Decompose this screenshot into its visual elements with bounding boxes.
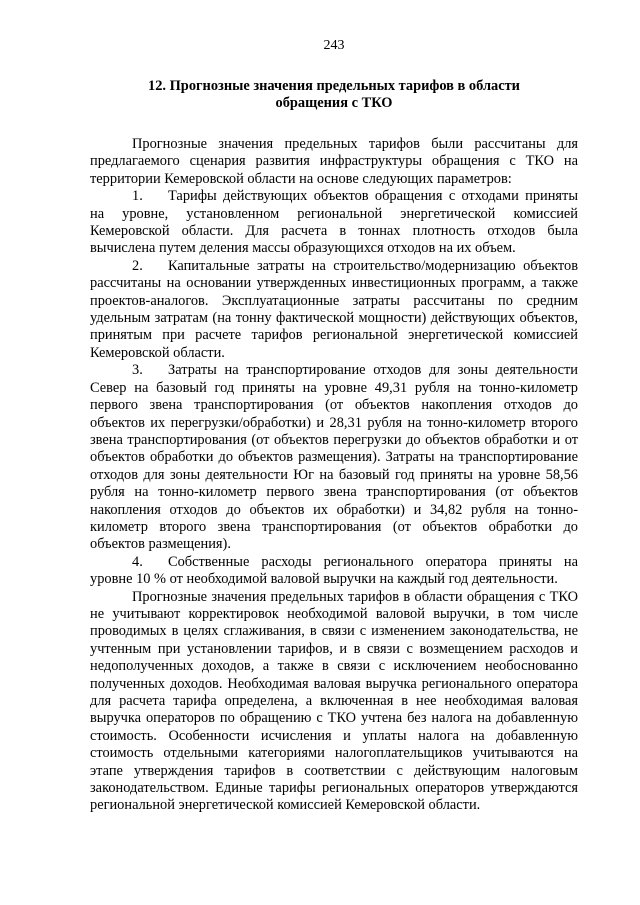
list-item-number: 2. — [132, 257, 143, 274]
list-item-3 — [90, 362, 578, 553]
list-item-1 — [90, 188, 578, 258]
list-item-text: Затраты на транспортирование отходов для зоны деятельности Север на базовый год приняты на уровне 49,31 рубля на тонно-километр первого звена транспортирования (от объектов накопления отходов до объектов их перегрузки/обработки) и 28,31 рубля на тонно-километр второго звена транспортирования (от объектов перегрузки до объектов обработки и от объектов обработки до объектов размещения). Затраты на транспортирование отходов для зоны деятельности Юг на базовый год приняты на уровне 58,56 рубля на тонно-километр первого звена транспортирования (от объектов накопления отходов до объектов их обработки) и 34,82 рубля на тонно-километр второго звена транспортирования (от объектов обработки до объектов размещения). — [90, 362, 578, 553]
section-title-line-1: 12. Прогнозные значения предельных тарифов в области — [148, 78, 520, 94]
list-item-number: 3. — [132, 362, 143, 379]
list-item-number: 4. — [132, 553, 143, 570]
page-number: 243 — [323, 38, 345, 53]
intro-paragraph: Прогнозные значения предельных тарифов были рассчитаны для предлагаемого сценария развития инфраструктуры обращения с ТКО на территории Кемеровской области на основе следующих параметров: — [90, 136, 578, 187]
document-body — [90, 136, 578, 815]
list-item-text: Тарифы действующих объектов обращения с отходами приняты на уровне, установленном региональной энергетической комиссией Кемеровской области. Для расчета в тоннах плотность отходов была вычислена путем деления массы образующихся отходов на их объем. — [90, 188, 578, 257]
list-item-text: Капитальные затраты на строительство/модернизацию объектов рассчитаны на основании утвержденных инвестиционных программ, а также проектов-аналогов. Эксплуатационные затраты рассчитаны по средним удельным затратам (на тонну фактической мощности) действующих объектов, принятым при расчете тарифов региональной энергетической комиссией Кемеровской области. — [90, 257, 578, 361]
closing-paragraph: Прогнозные значения предельных тарифов в области обращения с ТКО не учитывают корректировок необходимой валовой выручки, в том числе проводимых в целях сглаживания, в связи с изменением законодательства, не учтенным при установлении тарифов, и в связи с возмещением расходов и недополученных доходов, а также в связи с исключением необоснованно полученных доходов. Необходимая валовая выручка регионального оператора для расчета тарифа определена, а включенная в нее необходимая валовая выручка операторов по обращению с ТКО учтена без налога на добавленную стоимость. Особенности исчисления и уплаты налога на добавленную стоимость отдельными категориями налогоплательщиков учитываются на этапе утверждения тарифов в соответствии с действующим налоговым законодательством. Единые тарифы региональных операторов утверждаются региональной энергетической комиссией Кемеровской области. — [90, 588, 578, 814]
list-item-4 — [90, 554, 578, 589]
section-title-line-2: обращения с ТКО — [275, 95, 393, 111]
list-item-text: Собственные расходы регионального оператора приняты на уровне 10 % от необходимой валовой выручки на каждый год деятельности. — [90, 553, 578, 588]
list-item-2 — [90, 258, 578, 362]
list-item-number: 1. — [132, 188, 143, 205]
section-title — [90, 78, 578, 112]
